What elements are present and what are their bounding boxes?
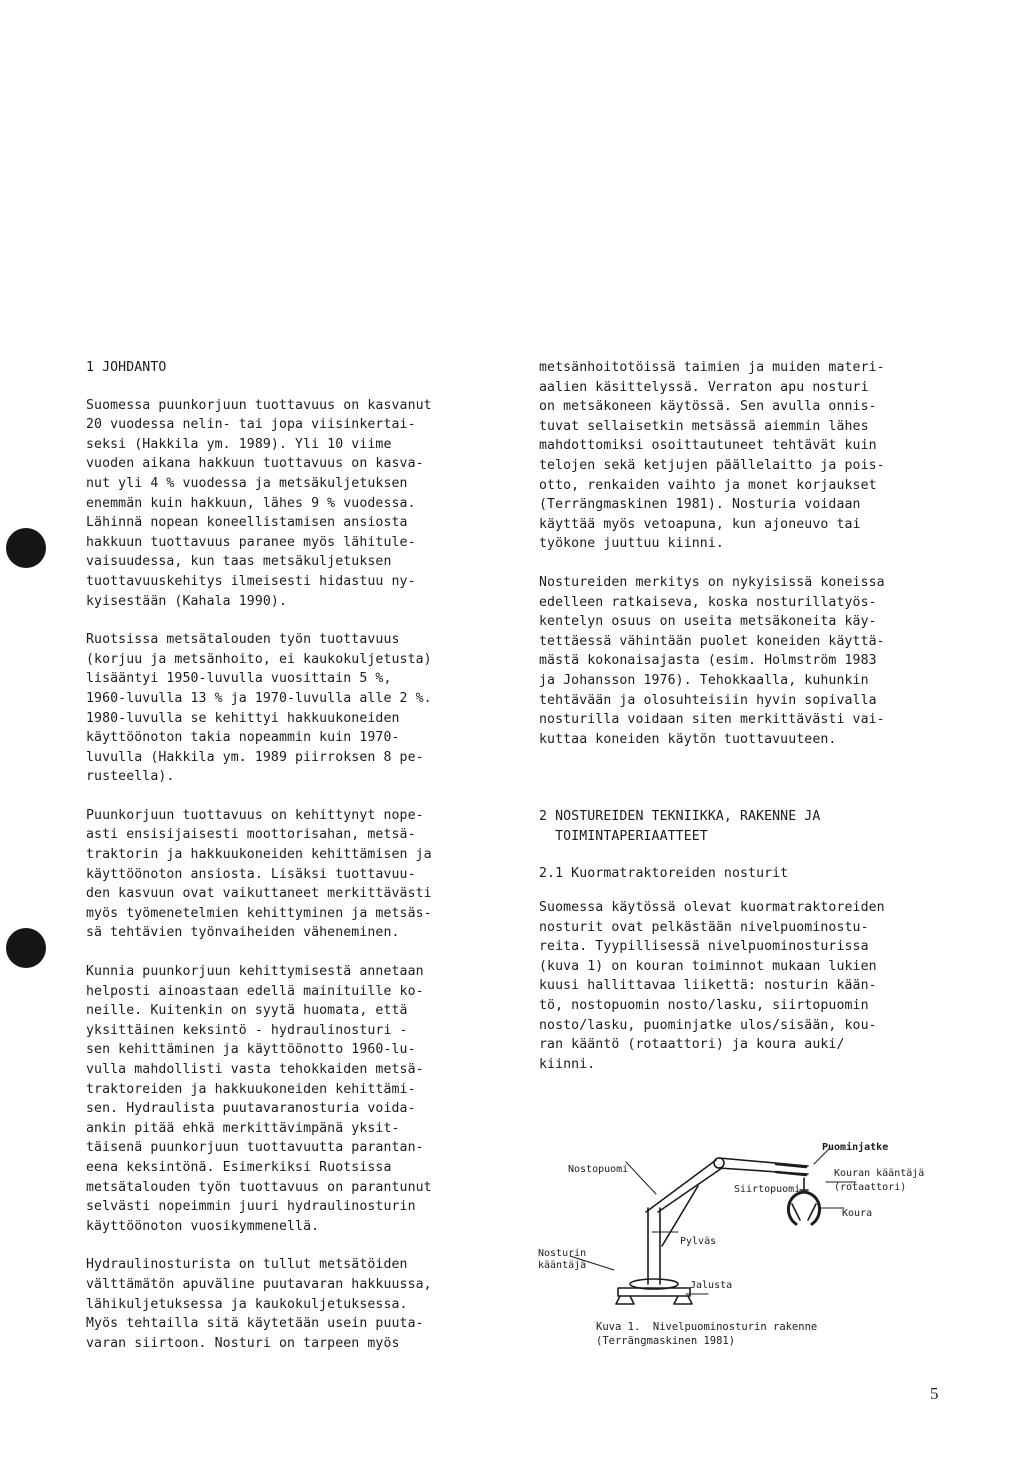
text-line: käyttöönoton ansiosta. Lisäksi tuottavuu- [86,866,416,882]
paragraph [86,630,506,787]
text-line: telojen sekä ketjujen päällelaitto ja pois- [539,457,885,473]
text-line: käyttöönoton takia nopeammin kuin 1970- [86,730,400,746]
text-line: kuusi hallittavaa liikettä: nosturin kään- [539,978,877,994]
text-line: vuoden aikana hakkuun tuottavuus on kasva- [86,456,424,472]
text-line: tettäessä vähintään puolet koneiden käyttä- [539,633,885,649]
text-line: käyttää myös vetoapuna, kun ajoneuvo tai [539,516,861,532]
text-line: Lähinnä nopean koneellistamisen ansiosta [86,515,408,531]
label-kouran-kaantaja-2: (rotaattori) [834,1182,907,1193]
text-line: nut yli 4 % vuodessa ja metsäkuljetuksen [86,475,408,491]
text-line: lisääntyi 1950-luvulla vuosittain 5 %, [86,671,392,687]
section-2-1-heading: 2.1 Kuormatraktoreiden nosturit [539,866,789,882]
grapple [788,1192,819,1224]
label-nostopuomi: Nostopuomi [568,1164,629,1175]
paragraph [539,573,959,749]
text-line: on metsäkoneen käytössä. Sen avulla onnis- [539,399,877,415]
text-line: rusteella). [86,769,175,785]
grapple-jaw [792,1204,816,1220]
text-line: Nostureiden merkitys on nykyisissä koneissa [539,574,885,590]
text-line: 1980-luvulla se kehittyi hakkuukoneiden [86,710,400,726]
text-line: nosturit ovat pelkästään nivelpuominostu- [539,919,869,935]
text-line: Suomessa puunkorjuun tuottavuus on kasvanut [86,397,432,413]
text-line: ankin pitää ehkä merkittävimpänä yksit- [86,1120,400,1136]
text-line: kuttaa koneiden käytön tuottavuuteen. [539,731,837,747]
crane-figure [538,1138,978,1358]
heading-line: TOIMINTAPERIAATTEET [539,828,708,844]
label-jalusta: Jalusta [690,1280,733,1291]
left-column [86,358,506,1372]
text-line: tö, nostopuomin nosto/lasku, siirtopuomin [539,998,869,1014]
text-line: Ruotsissa metsätalouden työn tuottavuus [86,632,400,648]
text-line: käyttöönoton vuosikymmenellä. [86,1218,320,1234]
punch-hole-top [6,528,46,568]
text-line: mahdottomiksi osoittautuneet tehtävät kuin [539,438,877,454]
text-line: neille. Kuitenkin on syytä huomata, että [86,1003,408,1019]
figure-caption [596,1320,817,1348]
main-boom [646,1160,722,1212]
text-line: lähikuljetuksessa ja kaukokuljetuksessa. [86,1296,408,1312]
paragraph [539,358,959,554]
text-line: selvästi nopeimmin juuri hydraulinosturin [86,1199,416,1215]
column [648,1208,660,1284]
heading-line: 2 NOSTUREIDEN TEKNIIKKA, RAKENNE JA [539,809,821,825]
text-line: asti ensisijaisesti moottorisahan, metsä- [86,827,416,843]
text-line: (kuva 1) on kouran toiminnot mukaan lukien [539,958,877,974]
text-line: ja Johansson 1976). Tehokkaalla, kuhunkin [539,672,869,688]
text-line: (Terrängmaskinen 1981). Nosturia voidaan [539,497,861,513]
label-siirtopuomi: Siirtopuomi [734,1184,801,1195]
text-line: metsätalouden työn tuottavuus on parantunut [86,1179,432,1195]
text-line: nosto/lasku, puominjatke ulos/sisään, kou- [539,1017,877,1033]
boom-joint [714,1158,724,1168]
text-line: kentelyn osuus on useita metsäkoneita käy- [539,614,877,630]
caption-line: Kuva 1. Nivelpuominosturin rakenne [596,1321,818,1333]
paragraph [86,806,506,943]
boom-extension [776,1164,806,1175]
caption-line: (Terrängmaskinen 1981) [596,1335,736,1347]
text-line: mästä kokonaisajasta (esim. Holmström 1983 [539,653,877,669]
text-line: Suomessa käytössä olevat kuormatraktoreiden [539,900,885,916]
text-line: yksittäinen keksintö - hydraulinosturi - [86,1022,408,1038]
text-line: sen kehittäminen ja käyttöönotto 1960-lu- [86,1042,416,1058]
label-kouran-kaantaja-1: Kouran kääntäjä [834,1168,925,1179]
text-line: Puunkorjuun tuottavuus on kehittynyt nope- [86,807,424,823]
text-line: Myös tehtailla sitä käytetään usein puuta- [86,1316,424,1332]
text-line: tuvat sellaisetkin metsässä aiemmin lähes [539,418,869,434]
text-line: traktoreiden ja hakkuukoneiden kehittämi- [86,1081,416,1097]
text-line: luvulla (Hakkila ym. 1989 piirroksen 8 pe- [86,749,424,765]
text-line: 20 vuodessa nelin- tai jopa viisinkertai- [86,417,416,433]
text-line: helposti ainoastaan edellä mainituille ko- [86,983,424,999]
label-pylvas: Pylväs [680,1236,717,1247]
text-line: tehtävään ja olosuhteisiin hyvin sopivalla [539,692,877,708]
text-line: ran kääntö (rotaattori) ja koura auki/ [539,1037,845,1053]
text-line: kyisestään (Kahala 1990). [86,593,287,609]
text-line: edelleen ratkaiseva, koska nosturillatyös- [539,594,877,610]
text-line: traktorin ja hakkuukoneiden kehittämisen ja [86,847,432,863]
page-number: 5 [930,1384,939,1403]
right-column [539,358,959,1093]
text-line: sä tehtävien työnvaiheiden väheneminen. [86,925,400,941]
text-line: eena keksintönä. Esimerkiksi Ruotsissa [86,1159,392,1175]
text-line: vulla mahdollisti vasta tehokkaiden metsä- [86,1062,424,1077]
text-line: sen. Hydraulista puutavaranosturia voida- [86,1101,416,1117]
text-line: kiinni. [539,1056,596,1072]
text-line: varan siirtoon. Nosturi on tarpeen myös [86,1335,400,1351]
section-2-heading [539,807,959,846]
punch-hole-bottom [6,928,46,968]
text-line: 1960-luvulla 13 % ja 1970-luvulla alle 2 %. [86,690,432,706]
paragraph [86,396,506,612]
text-line: seksi (Hakkila ym. 1989). Yli 10 viime [86,436,392,452]
label-koura: Koura [842,1208,873,1219]
paragraph [86,962,506,1236]
paragraph [86,1255,506,1353]
text-line: myös työmenetelmien kehittyminen ja metsäs- [86,905,432,921]
text-line: nosturilla voidaan siten merkittävästi vai- [539,712,885,728]
text-line: otto, renkaiden vaihto ja monet korjaukset [539,477,877,493]
text-line: vaisuudessa, kun taas metsäkuljetuksen [86,554,392,570]
rotator [800,1178,808,1190]
text-line: työkone juuttuu kiinni. [539,536,724,552]
label-nosturin-kaantaja-2: kääntäjä [538,1260,587,1271]
text-line: metsänhoitotöissä taimien ja muiden materi- [539,360,885,375]
text-line: reita. Tyypillisessä nivelpuominosturissa [539,939,869,955]
text-line: tuottavuuskehitys ilmeisesti hidastuu ny- [86,573,416,589]
label-puominjatke: Puominjatke [822,1142,889,1153]
text-line: enemmän kuin hakkuun, lähes 9 % vuodessa. [86,495,416,511]
text-line: Kunnia puunkorjuun kehittymisestä annetaan [86,964,424,980]
base-pads [616,1296,692,1304]
text-line: aalien käsittelyssä. Verraton apu nosturi [539,379,869,395]
paragraph [539,898,959,1074]
text-line: välttämätön apuväline puutavaran hakkuussa, [86,1276,432,1292]
text-line: den kasvuun ovat vaikuttaneet merkittävästi [86,886,432,902]
label-nosturin-kaantaja-1: Nosturin [538,1248,587,1259]
section-1-heading: 1 JOHDANTO [86,360,167,375]
text-line: täisenä puunkorjuun tuottavuutta parantan- [86,1140,424,1156]
text-line: (korjuu ja metsänhoito, ei kaukokuljetusta) [86,651,432,667]
text-line: Hydraulinosturista on tullut metsätöiden [86,1257,408,1273]
text-line: hakkuun tuottavuus paranee myös lähitule- [86,534,416,550]
